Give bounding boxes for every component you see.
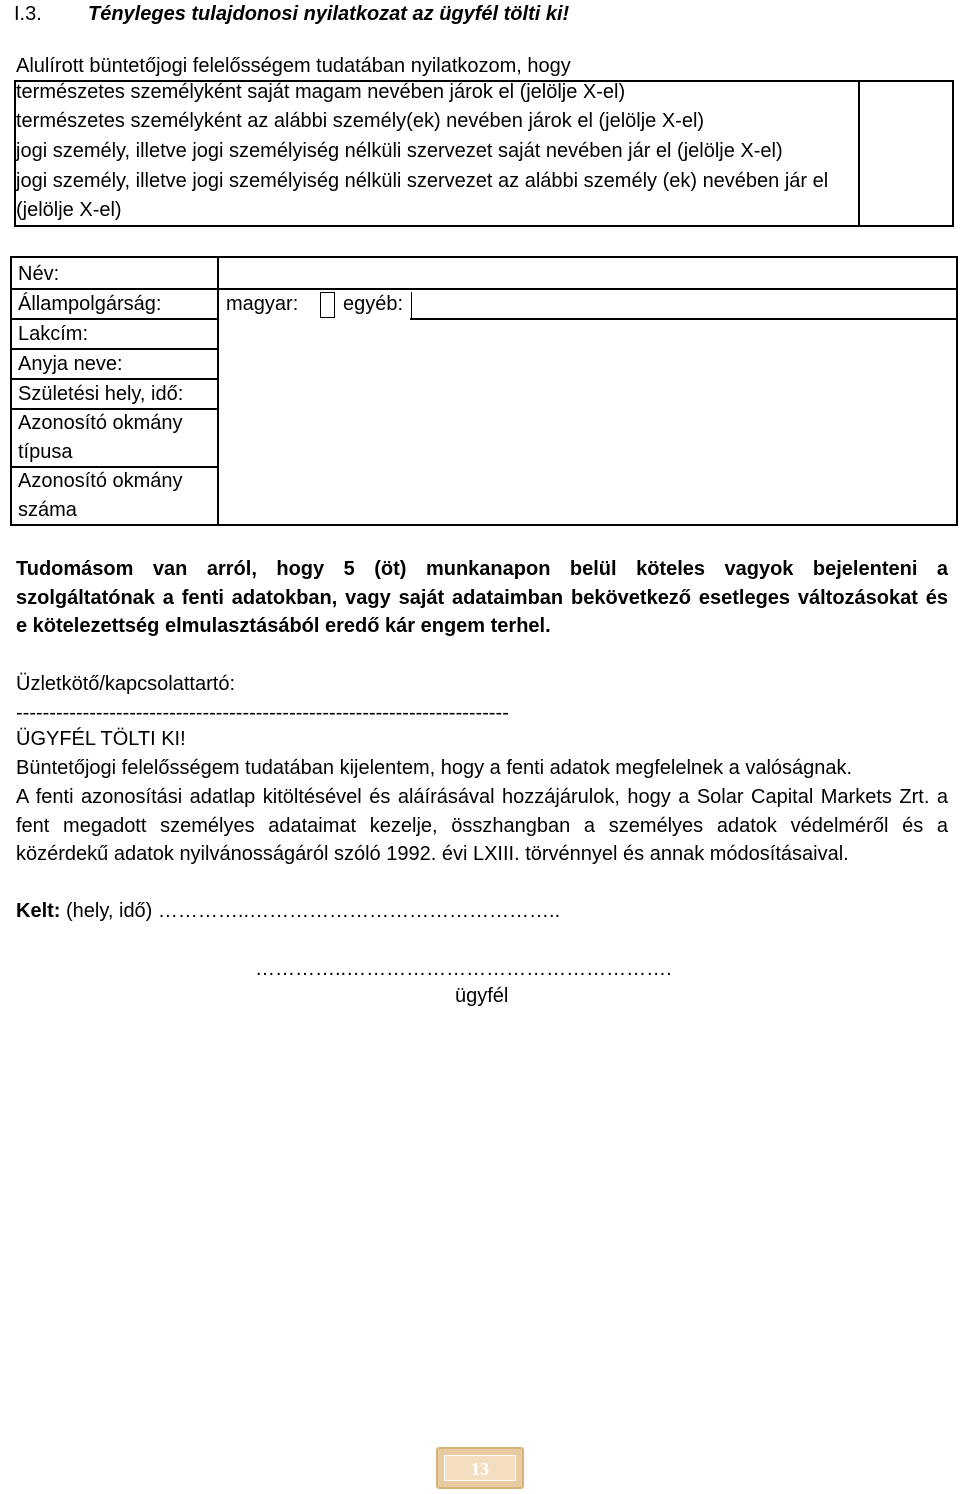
- declaration-option-3: jogi személy, illetve jogi személyiség nélküli szervezet saját nevében jár el (jelölje X-el): [16, 140, 783, 162]
- declaration-checkbox-column[interactable]: [858, 80, 954, 227]
- declaration-option-2: természetes személyként az alábbi személy(ek) nevében járok el (jelölje X-el): [16, 110, 705, 132]
- citizenship-other-label: egyéb:: [343, 293, 404, 315]
- signature-caption: ügyfél: [455, 985, 509, 1007]
- declaration-table: [14, 80, 954, 227]
- declaration-option-4-cont: (jelölje X-el): [16, 199, 122, 221]
- notice-line-1: Tudomásom van arról, hogy 5 (öt) munkanapon belül köteles vagyok bejelenteni a: [16, 558, 948, 580]
- section-title: Tényleges tulajdonosi nyilatkozat az ügyfél tölti ki!: [88, 3, 570, 25]
- data-entry-area[interactable]: [219, 320, 956, 524]
- client-statement: Büntetőjogi felelősségem tudatában kijelentem, hogy a fenti adatok megfelelnek a valóságnak.: [16, 757, 853, 779]
- section-number: I.3.: [14, 3, 42, 25]
- address-label: Lakcím:: [18, 323, 89, 345]
- name-field[interactable]: [219, 260, 956, 288]
- separator-dashes: --------------------------------------------------------------------------: [16, 702, 509, 724]
- id-type-label: Azonosító okmány: [18, 412, 183, 434]
- mother-name-label: Anyja neve:: [18, 353, 123, 375]
- notice-paragraph: [16, 555, 948, 641]
- notice-line-3: e kötelezettség elmulasztásából eredő kár engem terhel.: [16, 615, 551, 637]
- page-number: 13: [444, 1455, 516, 1481]
- citizenship-hu-label: magyar:: [226, 293, 299, 315]
- id-type-label-cont: típusa: [18, 441, 73, 463]
- signature-line[interactable]: …………..………………………………………….: [255, 958, 672, 980]
- consent-line-2: fent megadott személyes adataimat kezelje, összhangban a személyes adatok védelméről és a: [16, 814, 948, 837]
- date-line[interactable]: [16, 897, 560, 926]
- date-hint: (hely, idő): [66, 900, 153, 922]
- consent-line-3: közérdekű adatok nyilvánosságáról szóló 1992. évi LXIII. törvénnyel és annak módosításaival.: [16, 843, 849, 865]
- date-dots: …………..………………………………………..: [157, 900, 561, 922]
- consent-line-1: A fenti azonosítási adatlap kitöltésével és aláírásával hozzájárulok, hogy a Solar Capital Markets Zrt. a: [16, 786, 948, 808]
- page-number-badge: [436, 1447, 524, 1489]
- declaration-intro: Alulírott büntetőjogi felelősségem tudatában nyilatkozom, hogy: [16, 55, 571, 77]
- declaration-option-4: jogi személy, illetve jogi személyiség nélküli szervezet az alábbi személy (ek) nevében jár el: [16, 170, 829, 192]
- citizenship-label: Állampolgárság:: [18, 293, 162, 315]
- id-number-label-cont: száma: [18, 499, 77, 521]
- birth-label: Születési hely, idő:: [18, 383, 184, 405]
- citizenship-hu-checkbox[interactable]: [320, 292, 335, 318]
- date-label: Kelt:: [16, 900, 61, 922]
- name-label: Név:: [18, 263, 60, 285]
- citizenship-other-field[interactable]: [412, 290, 956, 318]
- consent-paragraph: [16, 783, 948, 869]
- notice-line-2: szolgáltatónak a fenti adatokban, vagy saját adataimban bekövetkező esetleges változásokat és: [16, 586, 948, 609]
- id-number-label: Azonosító okmány: [18, 470, 183, 492]
- contact-label: Üzletkötő/kapcsolattartó:: [16, 673, 235, 695]
- personal-data-table: [10, 256, 958, 526]
- declaration-option-1: természetes személyként saját magam nevében járok el (jelölje X-el): [16, 81, 626, 103]
- client-section-heading: ÜGYFÉL TÖLTI KI!: [16, 728, 186, 750]
